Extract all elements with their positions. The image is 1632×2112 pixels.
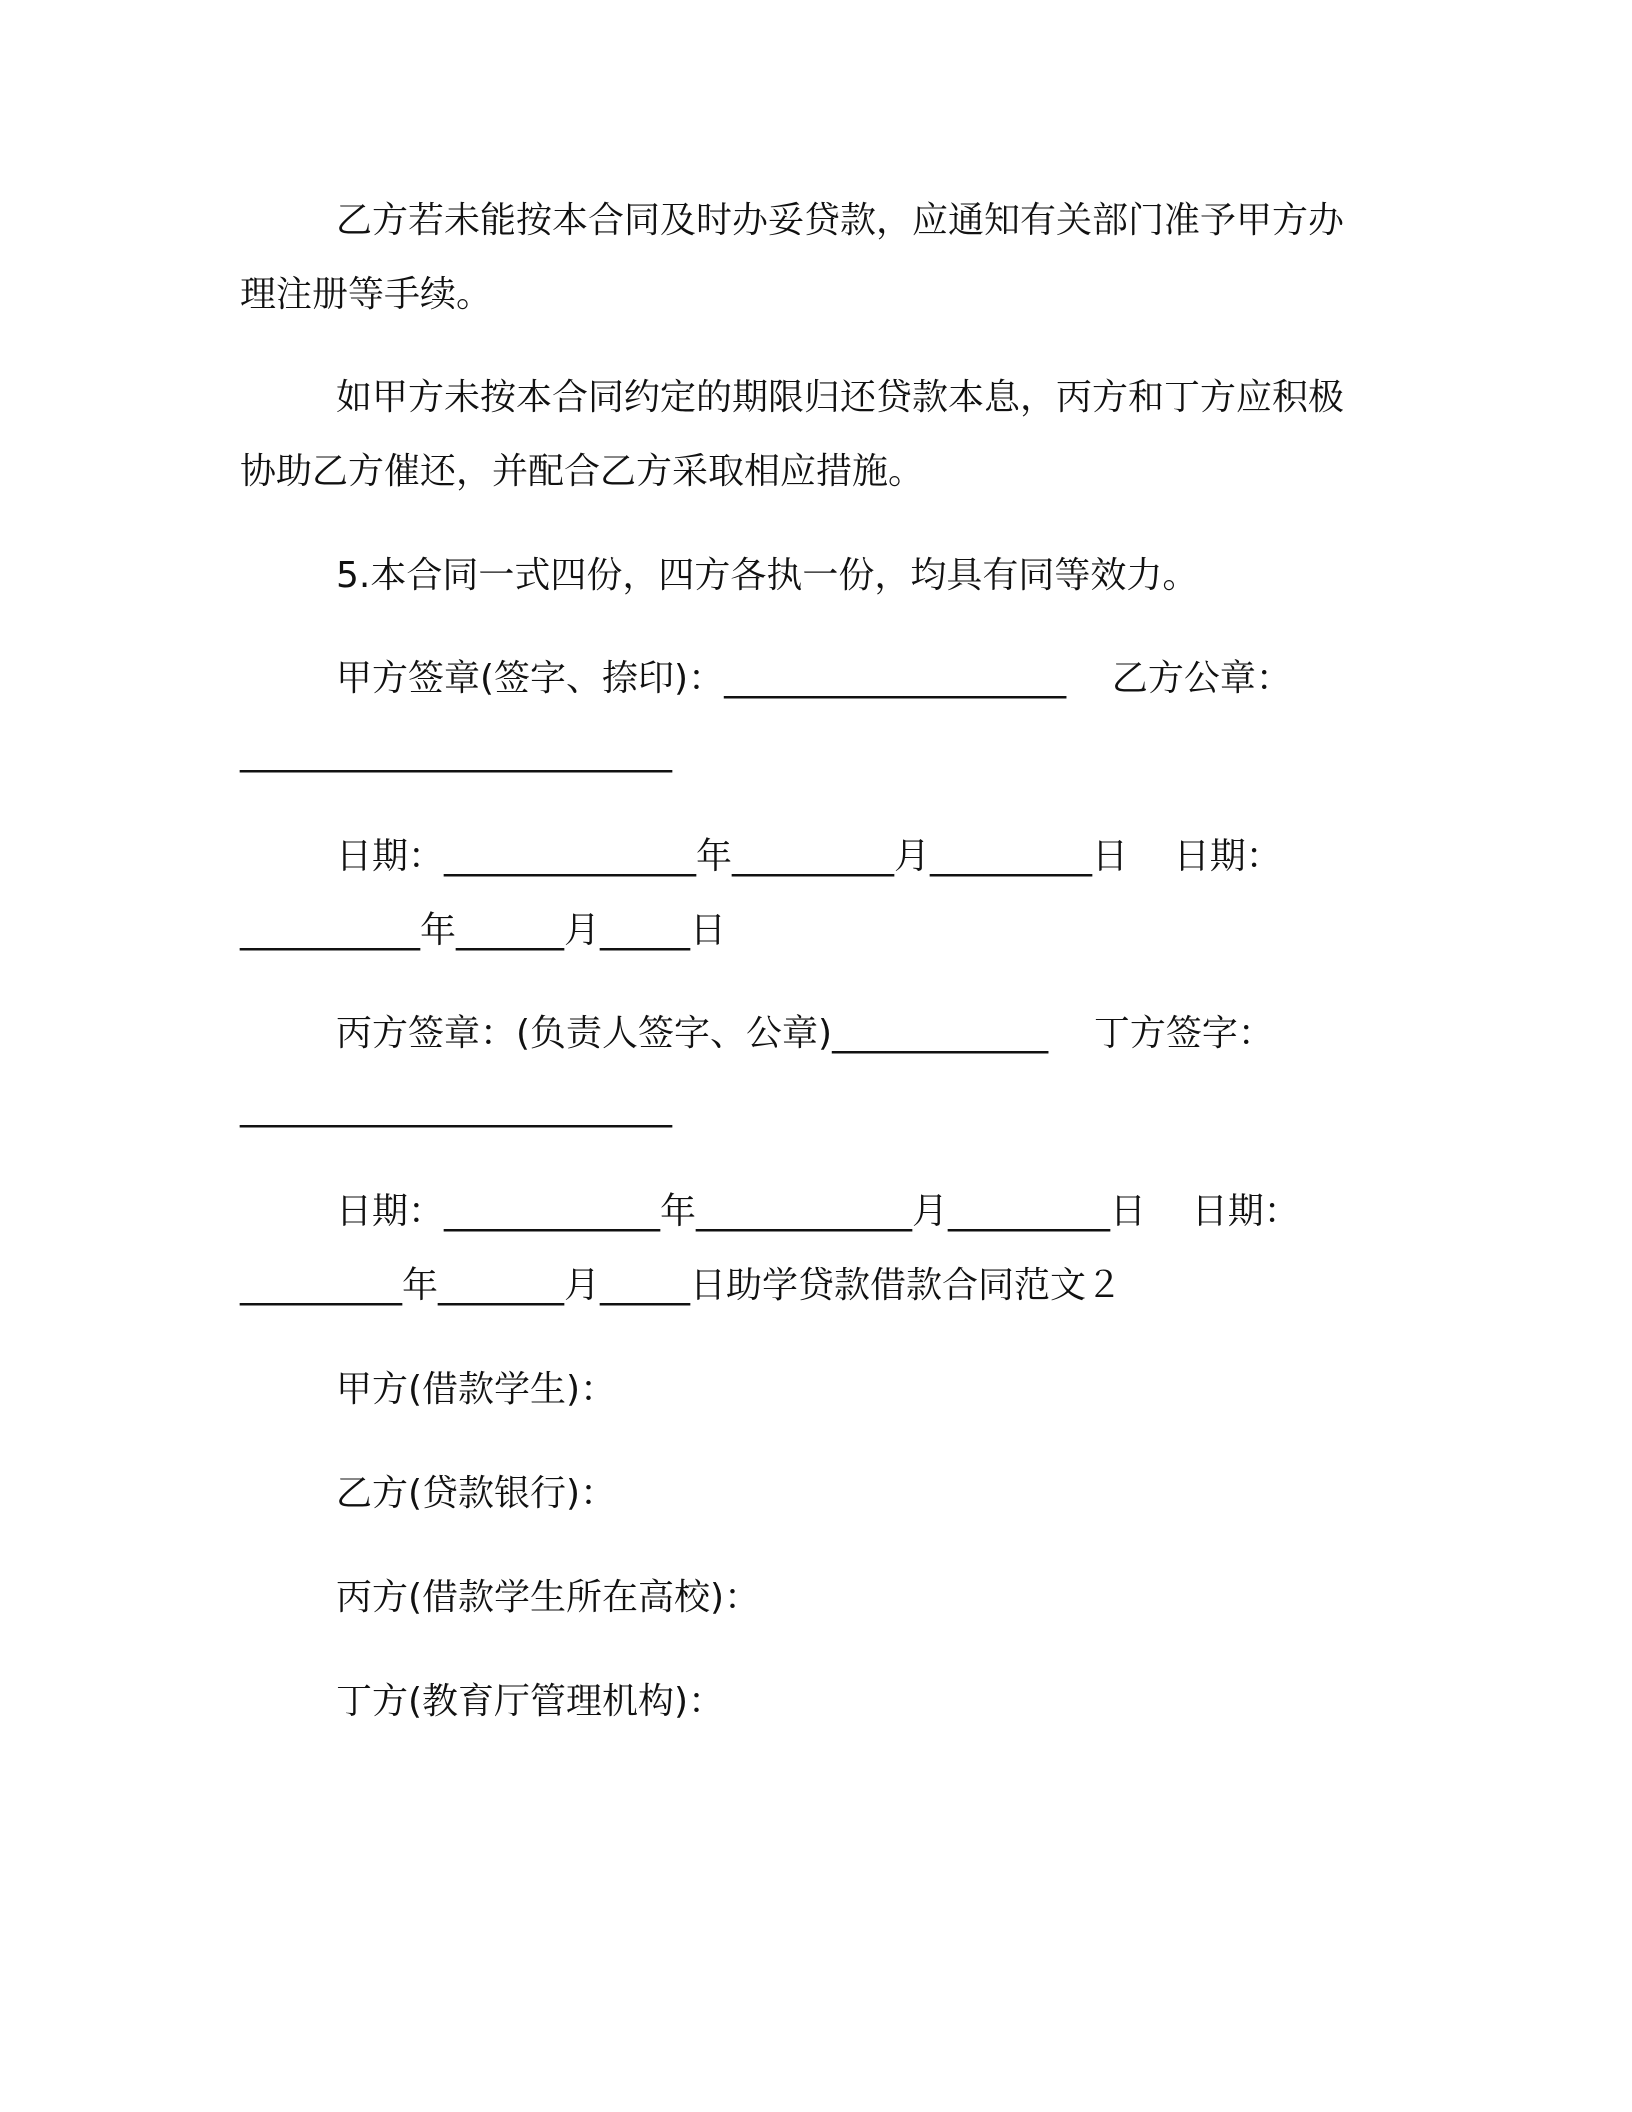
party-c-signature-line: 丙方签章：(负责人签字、公章)____________ 丁方签字： — [336, 1013, 1274, 1054]
paragraph-3-line-1: 5.本合同一式四份，四方各执一份，均具有同等效力。 — [336, 555, 1199, 596]
paragraph-1-line-2: 理注册等手续。 — [240, 274, 493, 315]
party-d-label: 丁方(教育厅管理机构)： — [336, 1681, 725, 1722]
paragraph-2-line-1: 如甲方未按本合同约定的期限归还贷款本息，丙方和丁方应积极 — [336, 377, 1345, 418]
date-line-1: 日期：______________年_________月_________日 日期： — [336, 836, 1282, 877]
party-a-signature-line: 甲方签章(签字、捺印)：___________________ 乙方公章： — [336, 658, 1292, 699]
party-b-label: 乙方(贷款银行)： — [336, 1473, 617, 1514]
party-a-label: 甲方(借款学生)： — [336, 1369, 617, 1410]
party-b-seal-blank: ________________________ — [240, 732, 672, 773]
date-line-3: 日期：____________年____________月_________日 日期： — [336, 1191, 1300, 1232]
party-c-label: 丙方(借款学生所在高校)： — [336, 1577, 761, 1618]
paragraph-2-line-2: 协助乙方催还，并配合乙方采取相应措施。 — [240, 451, 925, 492]
date-line-4-with-title: _________年_______月_____日助学贷款借款合同范文２ — [240, 1265, 1123, 1306]
paragraph-1-line-1: 乙方若未能按本合同及时办妥贷款，应通知有关部门准予甲方办 — [336, 200, 1345, 241]
date-line-2: __________年______月_____日 — [240, 910, 726, 951]
party-d-signature-blank: ________________________ — [240, 1087, 672, 1128]
